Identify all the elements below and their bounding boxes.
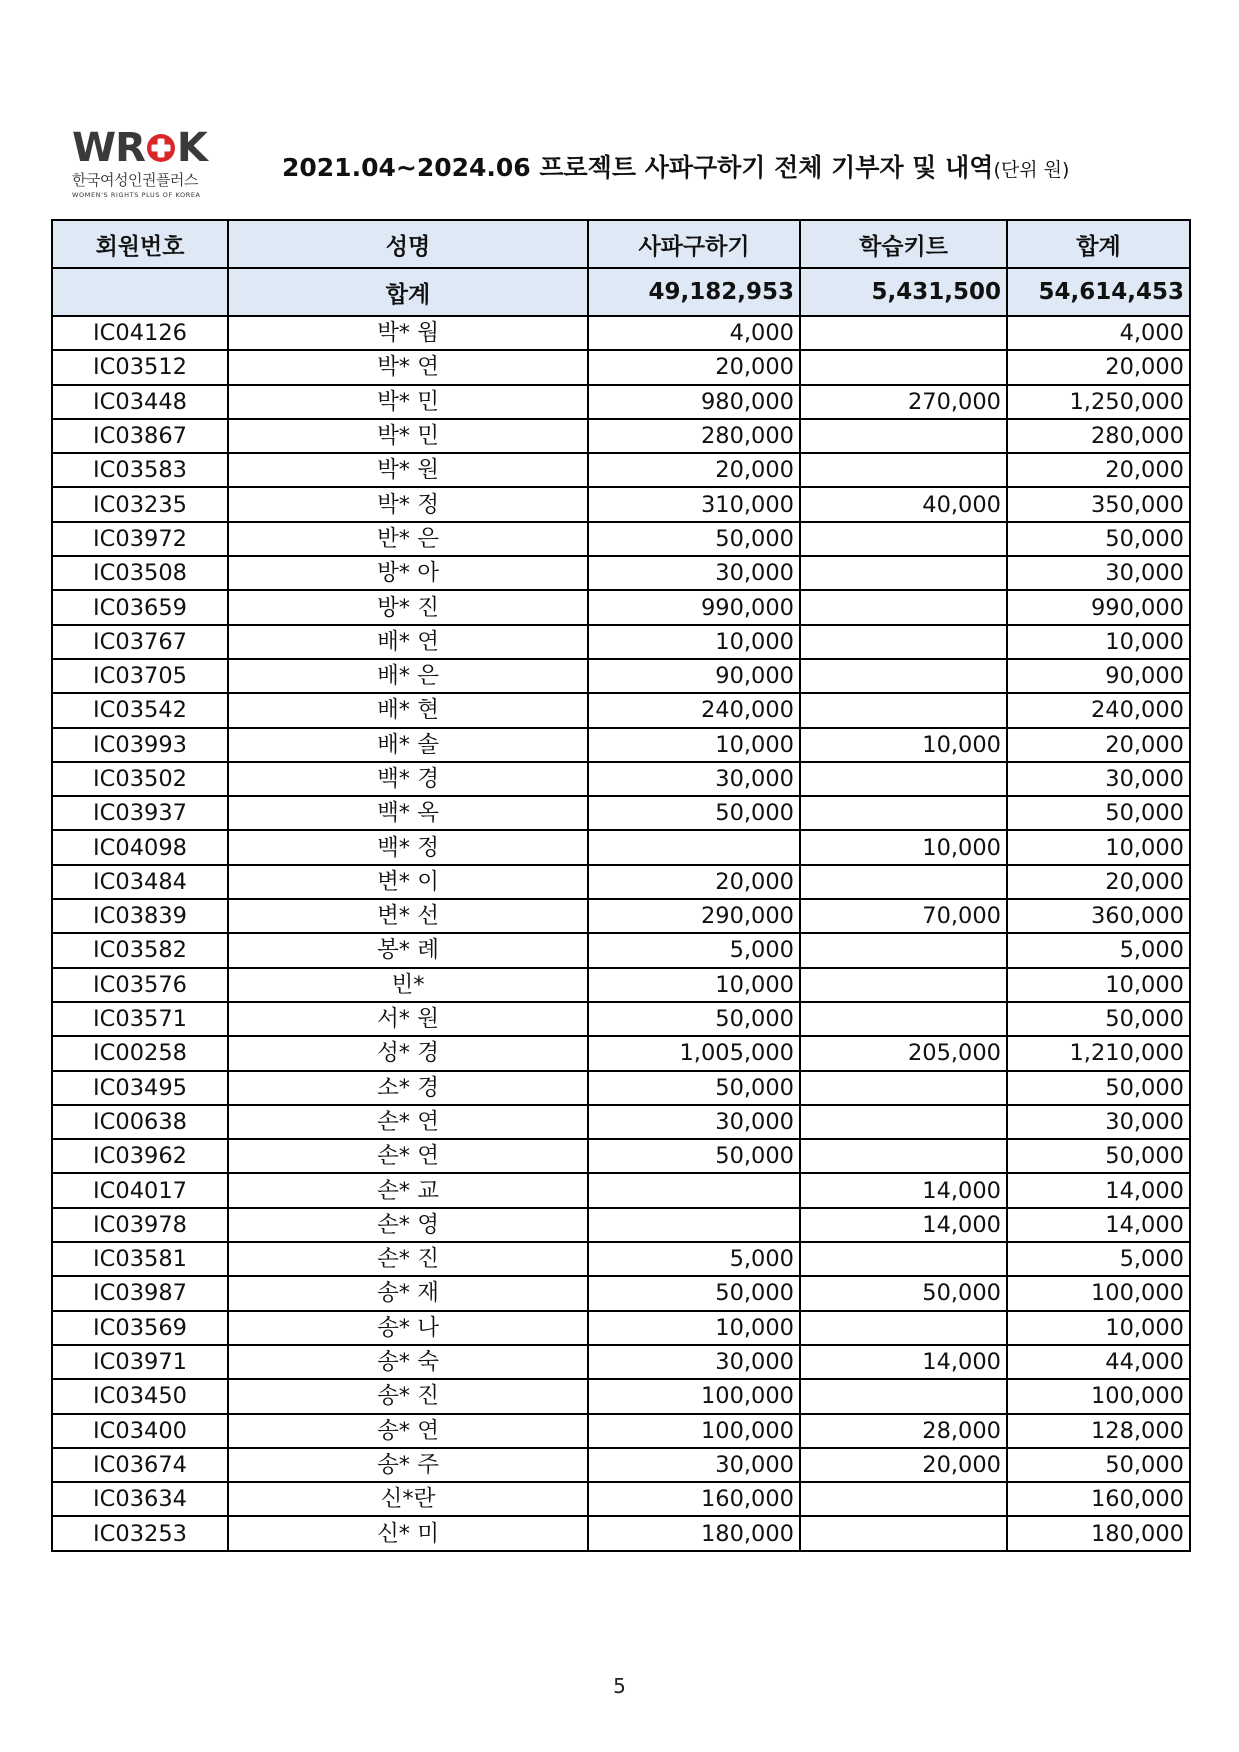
cell-member-id: IC03512	[52, 350, 228, 384]
cell-member-id: IC04126	[52, 316, 228, 350]
cell-sum: 30,000	[1007, 1105, 1190, 1139]
cell-kit: 14,000	[800, 1173, 1007, 1207]
header-sapa: 사파구하기	[588, 220, 800, 268]
cell-sapa: 10,000	[588, 968, 800, 1002]
page-title-unit: (단위 원)	[993, 159, 1070, 181]
total-kit: 5,431,500	[800, 268, 1007, 316]
cell-name: 신*란	[228, 1482, 588, 1516]
cell-sum: 4,000	[1007, 316, 1190, 350]
header-name: 성명	[228, 220, 588, 268]
cell-name: 박* 웜	[228, 316, 588, 350]
cell-member-id: IC03583	[52, 453, 228, 487]
cell-sapa: 20,000	[588, 350, 800, 384]
cell-name: 송* 나	[228, 1311, 588, 1345]
cell-kit	[800, 933, 1007, 967]
cell-sapa: 290,000	[588, 899, 800, 933]
cell-name: 배* 솔	[228, 728, 588, 762]
cell-member-id: IC03674	[52, 1448, 228, 1482]
cell-sapa: 50,000	[588, 1071, 800, 1105]
cell-sum: 1,210,000	[1007, 1036, 1190, 1070]
cell-member-id: IC00638	[52, 1105, 228, 1139]
cell-name: 변* 선	[228, 899, 588, 933]
cell-sum: 50,000	[1007, 1139, 1190, 1173]
cell-sum: 10,000	[1007, 1311, 1190, 1345]
cell-kit	[800, 968, 1007, 1002]
cell-sapa: 4,000	[588, 316, 800, 350]
cell-sum: 280,000	[1007, 419, 1190, 453]
cell-member-id: IC03448	[52, 385, 228, 419]
cell-sapa: 100,000	[588, 1379, 800, 1413]
cell-kit	[800, 1105, 1007, 1139]
cell-sum: 10,000	[1007, 830, 1190, 864]
cell-kit: 14,000	[800, 1208, 1007, 1242]
cell-sapa: 1,005,000	[588, 1036, 800, 1070]
cell-name: 반* 은	[228, 522, 588, 556]
cell-sapa: 30,000	[588, 556, 800, 590]
total-empty-cell	[52, 268, 228, 316]
cell-name: 송* 숙	[228, 1345, 588, 1379]
cell-kit	[800, 1311, 1007, 1345]
cell-sapa: 30,000	[588, 1345, 800, 1379]
cell-member-id: IC03978	[52, 1208, 228, 1242]
logo-korean-name: 한국여성인권플러스	[72, 171, 198, 189]
cell-sum: 360,000	[1007, 899, 1190, 933]
cell-member-id: IC03508	[52, 556, 228, 590]
table-row	[52, 1071, 1190, 1105]
cell-kit: 10,000	[800, 830, 1007, 864]
table-row	[52, 728, 1190, 762]
table-row	[52, 556, 1190, 590]
cell-member-id: IC03400	[52, 1414, 228, 1448]
cell-sapa: 20,000	[588, 865, 800, 899]
cell-name: 신* 미	[228, 1516, 588, 1550]
cell-kit: 50,000	[800, 1276, 1007, 1310]
total-row	[52, 268, 1190, 316]
table-row	[52, 968, 1190, 1002]
page-title-main: 2021.04~2024.06 프로젝트 사파구하기 전체 기부자 및 내역	[282, 153, 994, 182]
cell-name: 손* 진	[228, 1242, 588, 1276]
cell-kit: 205,000	[800, 1036, 1007, 1070]
cell-sum: 240,000	[1007, 693, 1190, 727]
cell-sum: 180,000	[1007, 1516, 1190, 1550]
cell-sum: 1,250,000	[1007, 385, 1190, 419]
cell-member-id: IC03450	[52, 1379, 228, 1413]
cell-name: 백* 경	[228, 762, 588, 796]
cell-name: 박* 민	[228, 385, 588, 419]
table-row	[52, 522, 1190, 556]
cell-sapa: 5,000	[588, 1242, 800, 1276]
cell-name: 방* 진	[228, 590, 588, 624]
header-kit: 학습키트	[800, 220, 1007, 268]
cell-sapa: 50,000	[588, 1002, 800, 1036]
cell-sum: 50,000	[1007, 522, 1190, 556]
cell-sapa: 5,000	[588, 933, 800, 967]
cell-sapa: 240,000	[588, 693, 800, 727]
cell-sum: 100,000	[1007, 1276, 1190, 1310]
cell-name: 박* 원	[228, 453, 588, 487]
table-row	[52, 693, 1190, 727]
page-number: 5	[613, 1674, 626, 1698]
wrok-logo	[72, 125, 222, 204]
table-row	[52, 659, 1190, 693]
cell-sum: 100,000	[1007, 1379, 1190, 1413]
cell-kit	[800, 522, 1007, 556]
cell-name: 박* 민	[228, 419, 588, 453]
header-sum: 합계	[1007, 220, 1190, 268]
cell-sum: 20,000	[1007, 728, 1190, 762]
cell-kit: 20,000	[800, 1448, 1007, 1482]
cell-sum: 50,000	[1007, 1002, 1190, 1036]
cell-sapa: 50,000	[588, 796, 800, 830]
cell-sapa: 100,000	[588, 1414, 800, 1448]
cell-sum: 30,000	[1007, 556, 1190, 590]
cell-kit	[800, 350, 1007, 384]
cell-kit: 70,000	[800, 899, 1007, 933]
table-row	[52, 762, 1190, 796]
cell-member-id: IC03253	[52, 1516, 228, 1550]
cell-name: 송* 연	[228, 1414, 588, 1448]
table-row	[52, 590, 1190, 624]
cell-kit	[800, 1139, 1007, 1173]
cell-name: 송* 진	[228, 1379, 588, 1413]
cell-name: 성* 경	[228, 1036, 588, 1070]
cell-sapa: 10,000	[588, 625, 800, 659]
cell-member-id: IC03972	[52, 522, 228, 556]
cell-name: 손* 영	[228, 1208, 588, 1242]
cell-member-id: IC03571	[52, 1002, 228, 1036]
cell-sapa: 30,000	[588, 1105, 800, 1139]
page-title	[282, 148, 1069, 184]
cell-name: 박* 연	[228, 350, 588, 384]
cell-name: 손* 연	[228, 1139, 588, 1173]
cell-sapa	[588, 1208, 800, 1242]
table-row	[52, 385, 1190, 419]
cell-member-id: IC03659	[52, 590, 228, 624]
cell-name: 봉* 례	[228, 933, 588, 967]
total-label: 합계	[228, 268, 588, 316]
cell-sapa: 20,000	[588, 453, 800, 487]
header-member-id: 회원번호	[52, 220, 228, 268]
cell-member-id: IC03634	[52, 1482, 228, 1516]
table-row	[52, 419, 1190, 453]
logo-wordmark-left: WR	[72, 125, 145, 171]
table-row	[52, 1036, 1190, 1070]
table-row	[52, 1345, 1190, 1379]
table-row	[52, 1208, 1190, 1242]
cell-member-id: IC00258	[52, 1036, 228, 1070]
table-header-row	[52, 220, 1190, 268]
cell-member-id: IC03569	[52, 1311, 228, 1345]
cell-kit: 28,000	[800, 1414, 1007, 1448]
total-sum: 54,614,453	[1007, 268, 1190, 316]
cell-name: 송* 주	[228, 1448, 588, 1482]
cell-sapa	[588, 830, 800, 864]
cell-sum: 160,000	[1007, 1482, 1190, 1516]
table-row	[52, 625, 1190, 659]
table-row	[52, 1139, 1190, 1173]
cell-sapa: 90,000	[588, 659, 800, 693]
cell-kit: 10,000	[800, 728, 1007, 762]
cell-member-id: IC03235	[52, 487, 228, 521]
cell-sum: 20,000	[1007, 865, 1190, 899]
cell-sum: 14,000	[1007, 1208, 1190, 1242]
cell-sum: 350,000	[1007, 487, 1190, 521]
cell-sapa: 10,000	[588, 1311, 800, 1345]
table-row	[52, 796, 1190, 830]
cell-name: 손* 연	[228, 1105, 588, 1139]
cell-sapa: 50,000	[588, 522, 800, 556]
table-row	[52, 1311, 1190, 1345]
cell-sapa: 310,000	[588, 487, 800, 521]
cell-member-id: IC03581	[52, 1242, 228, 1276]
cell-member-id: IC03937	[52, 796, 228, 830]
cell-name: 박* 정	[228, 487, 588, 521]
logo-tagline: WOMEN'S RIGHTS PLUS OF KOREA	[72, 191, 201, 199]
cell-kit	[800, 1071, 1007, 1105]
cell-name: 백* 정	[228, 830, 588, 864]
cell-sapa	[588, 1173, 800, 1207]
cell-sum: 50,000	[1007, 1448, 1190, 1482]
cell-member-id: IC03705	[52, 659, 228, 693]
cell-member-id: IC03971	[52, 1345, 228, 1379]
cell-kit	[800, 556, 1007, 590]
cell-sapa: 50,000	[588, 1276, 800, 1310]
cell-kit	[800, 693, 1007, 727]
cell-name: 송* 재	[228, 1276, 588, 1310]
table-row	[52, 830, 1190, 864]
cell-kit	[800, 1379, 1007, 1413]
cell-sum: 5,000	[1007, 933, 1190, 967]
table-row	[52, 1002, 1190, 1036]
cell-name: 백* 옥	[228, 796, 588, 830]
cell-member-id: IC04017	[52, 1173, 228, 1207]
cell-name: 배* 은	[228, 659, 588, 693]
table-row	[52, 1105, 1190, 1139]
table-row	[52, 487, 1190, 521]
total-sapa: 49,182,953	[588, 268, 800, 316]
cell-sum: 50,000	[1007, 1071, 1190, 1105]
cell-sapa: 10,000	[588, 728, 800, 762]
cell-name: 변* 이	[228, 865, 588, 899]
cell-sapa: 980,000	[588, 385, 800, 419]
cell-member-id: IC03767	[52, 625, 228, 659]
cell-sapa: 30,000	[588, 762, 800, 796]
table-row	[52, 1173, 1190, 1207]
cell-name: 빈*	[228, 968, 588, 1002]
cell-member-id: IC03993	[52, 728, 228, 762]
cell-member-id: IC03502	[52, 762, 228, 796]
cell-sum: 5,000	[1007, 1242, 1190, 1276]
cell-kit	[800, 1002, 1007, 1036]
cell-kit	[800, 453, 1007, 487]
cell-name: 배* 현	[228, 693, 588, 727]
cell-member-id: IC04098	[52, 830, 228, 864]
cell-member-id: IC03839	[52, 899, 228, 933]
cell-sum: 30,000	[1007, 762, 1190, 796]
table-row	[52, 1379, 1190, 1413]
cell-member-id: IC03484	[52, 865, 228, 899]
cell-name: 손* 교	[228, 1173, 588, 1207]
cell-sum: 990,000	[1007, 590, 1190, 624]
cell-sapa: 50,000	[588, 1139, 800, 1173]
cell-member-id: IC03576	[52, 968, 228, 1002]
cell-member-id: IC03542	[52, 693, 228, 727]
table-row	[52, 1242, 1190, 1276]
cell-kit	[800, 625, 1007, 659]
cell-name: 소* 경	[228, 1071, 588, 1105]
cell-kit	[800, 316, 1007, 350]
cell-member-id: IC03962	[52, 1139, 228, 1173]
cell-sum: 14,000	[1007, 1173, 1190, 1207]
cell-sapa: 30,000	[588, 1448, 800, 1482]
cell-member-id: IC03582	[52, 933, 228, 967]
logo-wordmark-right: K	[176, 125, 207, 171]
cell-kit	[800, 762, 1007, 796]
table-row	[52, 1482, 1190, 1516]
cell-kit: 270,000	[800, 385, 1007, 419]
cell-sum: 44,000	[1007, 1345, 1190, 1379]
cell-sum: 10,000	[1007, 968, 1190, 1002]
cell-sum: 128,000	[1007, 1414, 1190, 1448]
cell-name: 배* 연	[228, 625, 588, 659]
cell-kit	[800, 796, 1007, 830]
cell-kit	[800, 1242, 1007, 1276]
cell-kit	[800, 659, 1007, 693]
table-row	[52, 316, 1190, 350]
cell-sapa: 990,000	[588, 590, 800, 624]
donor-table	[51, 219, 1191, 1552]
cell-sapa: 280,000	[588, 419, 800, 453]
table-row	[52, 933, 1190, 967]
cell-member-id: IC03495	[52, 1071, 228, 1105]
cell-sapa: 180,000	[588, 1516, 800, 1550]
table-row	[52, 899, 1190, 933]
red-cross-icon	[146, 133, 176, 163]
cell-name: 방* 아	[228, 556, 588, 590]
cell-sum: 50,000	[1007, 796, 1190, 830]
logo-wordmark	[72, 125, 222, 171]
table-row	[52, 453, 1190, 487]
cell-name: 서* 원	[228, 1002, 588, 1036]
table-row	[52, 865, 1190, 899]
cell-sum: 90,000	[1007, 659, 1190, 693]
table-row	[52, 1516, 1190, 1550]
table-row	[52, 350, 1190, 384]
cell-kit	[800, 419, 1007, 453]
cell-member-id: IC03987	[52, 1276, 228, 1310]
cell-kit	[800, 865, 1007, 899]
cell-sum: 10,000	[1007, 625, 1190, 659]
table-row	[52, 1276, 1190, 1310]
cell-sum: 20,000	[1007, 453, 1190, 487]
cell-sapa: 160,000	[588, 1482, 800, 1516]
cell-kit: 14,000	[800, 1345, 1007, 1379]
table-row	[52, 1414, 1190, 1448]
table-row	[52, 1448, 1190, 1482]
cell-kit	[800, 590, 1007, 624]
cell-kit	[800, 1482, 1007, 1516]
cell-member-id: IC03867	[52, 419, 228, 453]
cell-sum: 20,000	[1007, 350, 1190, 384]
cell-kit	[800, 1516, 1007, 1550]
cell-kit: 40,000	[800, 487, 1007, 521]
